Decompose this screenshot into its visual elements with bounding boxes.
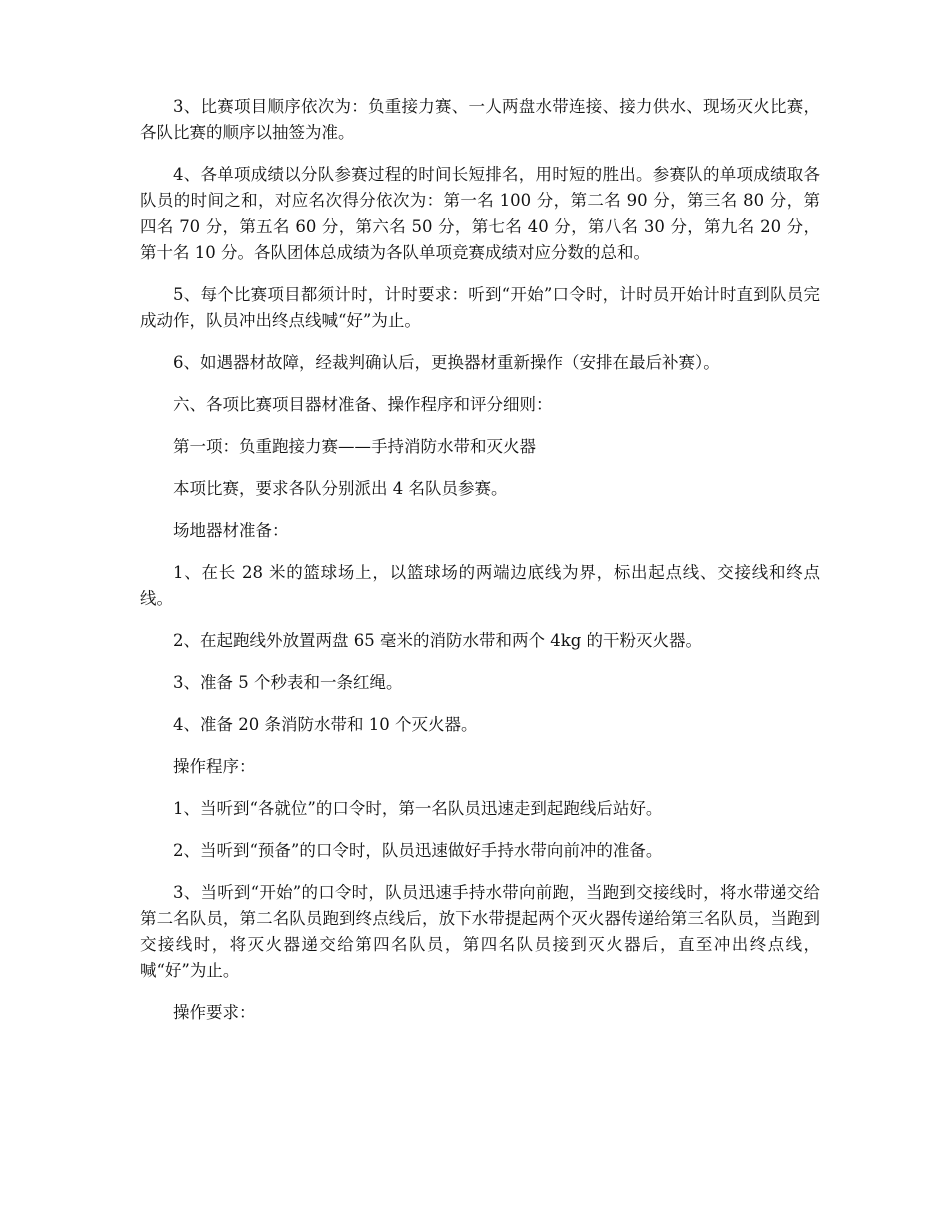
equipment-item-3: 3、准备 5 个秒表和一条红绳。 bbox=[173, 673, 403, 692]
paragraph-rule-5-timing: 5、每个比赛项目都须计时，计时要求：听到“开始”口令时，计时员开始计时直到队员完成动作，队员冲出终点线喊“好”为止。 bbox=[140, 285, 820, 330]
subheading-venue-equipment: 场地器材准备： bbox=[173, 521, 289, 540]
event-one-intro: 本项比赛，要求各队分别派出 4 名队员参赛。 bbox=[173, 479, 508, 498]
document-body bbox=[140, 94, 820, 1042]
paragraph-rule-3-order: 3、比赛项目顺序依次为：负重接力赛、一人两盘水带连接、接力供水、现场灭火比赛，各队比赛的顺序以抽签为准。 bbox=[140, 97, 820, 142]
equipment-item-2: 2、在起跑线外放置两盘 65 毫米的消防水带和两个 4kg 的干粉灭火器。 bbox=[173, 631, 703, 650]
procedure-step-2: 2、当听到“预备”的口令时，队员迅速做好手持水带向前冲的准备。 bbox=[173, 841, 663, 860]
procedure-step-3: 3、当听到“开始”的口令时，队员迅速手持水带向前跑，当跑到交接线时，将水带递交给第二名队员，第二名队员跑到终点线后，放下水带提起两个灭火器传递给第三名队员，当跑到交接线时，将灭火器递交给第四名队员，第四名队员接到灭火器后，直至冲出终点线，喊“好”为止。 bbox=[140, 883, 820, 980]
subheading-procedure: 操作程序： bbox=[173, 757, 256, 776]
equipment-item-1: 1、在长 28 米的篮球场上，以篮球场的两端边底线为界，标出起点线、交接线和终点线。 bbox=[140, 563, 820, 608]
paragraph-rule-6-equipment-failure: 6、如遇器材故障，经裁判确认后，更换器材重新操作（安排在最后补赛）。 bbox=[173, 353, 720, 372]
paragraph-rule-4-scoring: 4、各单项成绩以分队参赛过程的时间长短排名，用时短的胜出。参赛队的单项成绩取各队员的时间之和，对应名次得分依次为：第一名 100 分，第二名 90 分，第三名 80 分，第四名 70 分，第五名 60 分，第六名 50 分，第七名 40 分，第八名 30 分，第九名 20 分，第十名 10 分。各队团体总成绩为各队单项竞赛成绩对应分数的总和。 bbox=[140, 165, 820, 262]
procedure-step-1: 1、当听到“各就位”的口令时，第一名队员迅速走到起跑线后站好。 bbox=[173, 799, 663, 818]
section-heading-six: 六、各项比赛项目器材准备、操作程序和评分细则： bbox=[173, 395, 553, 414]
event-one-title: 第一项：负重跑接力赛——手持消防水带和灭火器 bbox=[173, 437, 536, 456]
subheading-requirements: 操作要求： bbox=[173, 1003, 256, 1022]
equipment-item-4: 4、准备 20 条消防水带和 10 个灭火器。 bbox=[173, 715, 478, 734]
